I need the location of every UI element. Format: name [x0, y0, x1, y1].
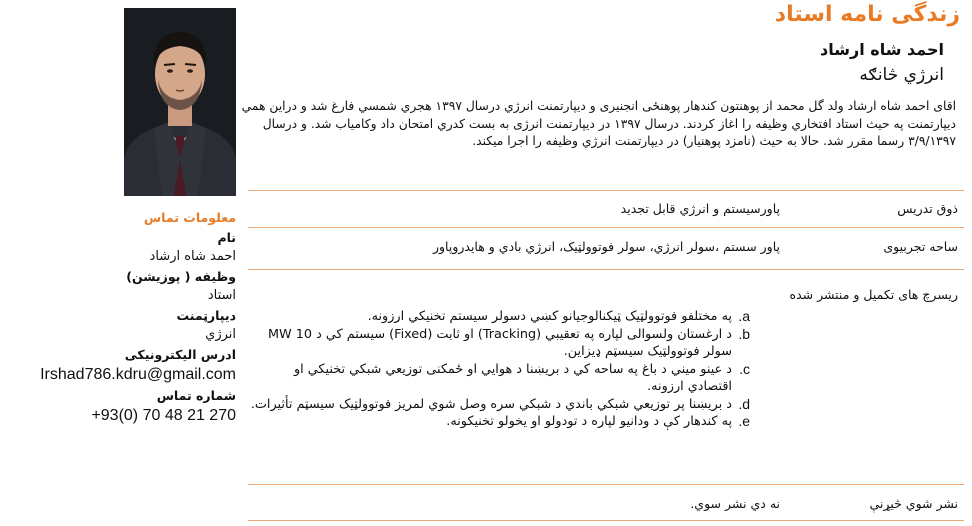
teaching-interest-label: ذوق تدریس	[897, 201, 958, 216]
list-marker: b.	[738, 325, 750, 342]
list-item	[250, 326, 750, 361]
publications-label: نشر شوي څیړنې	[869, 496, 958, 511]
position-label: وظیفه ( پوزیشن)	[126, 269, 236, 284]
position-value: استاد	[207, 288, 236, 303]
biography-text: اقای احمد شاه ارشاد ولد گل محمد از پوهنتون کندهار پوهنځی انجنیری و دیپارتمنت انرژي درسال ۱۳۹۷ هجري شمسي فارغ شد و دراین همي دیپارتمنت په حیث استاد افتخاري وظیفه را اغاز کردند. درسال ۱۳۹۷ در دیپارتمنت انرژی به بست کدري امتحان داد وکامیاب شد. و درسال ۳/۹/۱۳۹۷ رسما مقرر شد. حالا به حیث (نامزد پوهنیار) در دیپارتمنت انرژي وظیفه را اجرا میکند.	[241, 99, 956, 148]
divider	[248, 227, 964, 228]
experience-label: ساحه تجربیوی	[883, 239, 958, 254]
portrait-illustration	[124, 8, 236, 196]
contact-panel	[4, 208, 236, 427]
phone-value: +93(0) 70 48 21 270	[91, 407, 236, 424]
list-marker: d.	[738, 395, 750, 412]
experience-value: پاور سستم ،سولر انرژي، سولر فوتوولټیک، انرژي بادي و هایدروپاور	[432, 239, 780, 254]
research-item-text: د ارغستان ولسوالی لپاره په تعقیبي (Tracking) او ثابت (Fixed) سیستم کي د 10 MW سولر فوتوولټیک سیسټم ډیزاین.	[267, 326, 732, 359]
list-marker: e.	[738, 413, 750, 429]
list-item	[250, 308, 750, 326]
contact-heading: معلومات تماس	[143, 210, 236, 225]
divider	[248, 484, 964, 485]
research-item-text: د عینو میني د باغ په ساحه کي د بریښنا د هوایي او ځمکنی توزیعي شبکي تخنیکي او اقتصادي ارزونه.	[293, 361, 732, 394]
research-item-text: په مختلفو فوتوولټیک ټیکنالوجیانو کښي دسولر سیستم تخنیکي ارزونه.	[367, 309, 732, 324]
email-label: ادرس الیکترونیکی	[124, 347, 236, 362]
phone-label: شماره تماس	[156, 388, 236, 403]
list-marker: c.	[739, 360, 750, 377]
department-value: انرژي	[205, 327, 236, 342]
list-item	[250, 413, 750, 431]
divider	[248, 269, 964, 270]
department-name: انرژي څانګه	[859, 65, 944, 85]
divider	[248, 520, 964, 521]
name-value: احمد شاه ارشاد	[149, 249, 236, 264]
name-label: نام	[217, 230, 236, 245]
portrait-photo	[124, 8, 236, 196]
email-link[interactable]: Irshad786.kdru@gmail.com	[40, 366, 236, 383]
page-title: زندگی نامه استاد	[774, 2, 960, 27]
research-list	[250, 308, 750, 431]
list-item	[250, 361, 750, 396]
list-marker: a.	[738, 308, 750, 324]
list-item	[250, 396, 750, 414]
research-item-text: د بریښنا پر توزیعي شبکي باندي د شبکي سره وصل شوي لمریز فوتوولټیک سیسټم تأثیرات.	[250, 396, 732, 412]
divider	[248, 190, 964, 191]
publications-value: نه دي نشر سوي.	[690, 496, 780, 511]
department-label: دیپارټمنت	[176, 308, 236, 323]
person-name: احمد شاه ارشاد	[820, 40, 944, 59]
research-label: ریسرچ های تکمیل و منتشر شده	[789, 287, 958, 302]
teaching-interest-value: پاورسیستم و انرژي قابل تجدید	[620, 201, 780, 216]
research-item-text: په کندهار کې د ودانیو لپاره د تودولو او یخولو تخنیکونه.	[446, 414, 732, 429]
